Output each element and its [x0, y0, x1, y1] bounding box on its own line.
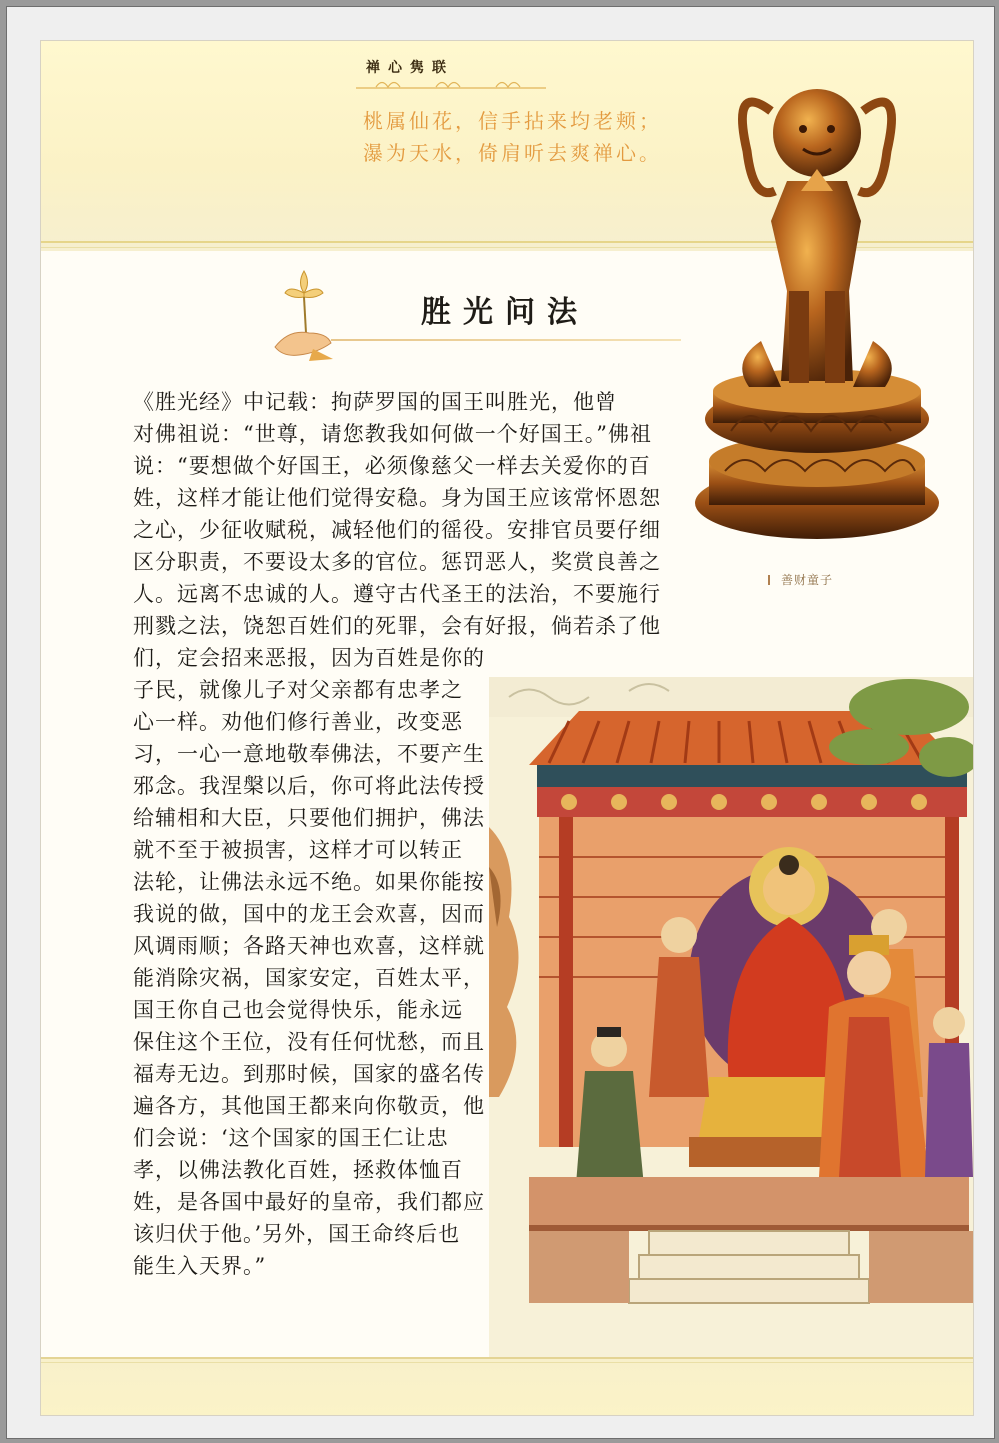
text-line: 孝，以佛法教化百姓，拯救体恤百: [133, 1158, 463, 1182]
couplet-line-2: 瀑为天水，倚肩听去爽禅心。: [363, 141, 662, 165]
text-line: 姓，这样才能让他们觉得安稳。身为国王应该常怀恩恕: [133, 486, 661, 510]
text-line: 法轮，让佛法永远不绝。如果你能按: [133, 870, 485, 894]
article-title: 胜光问法: [421, 295, 589, 330]
couplet-line-1: 桃属仙花，信手拈来均老颊；: [363, 109, 662, 133]
text-line: 心一样。劝他们修行善业，改变恶: [133, 710, 463, 734]
text-line: 就不至于被损害，这样才可以转正: [133, 838, 463, 862]
text-line: 遍各方，其他国王都来向你敬贡，他: [133, 1094, 485, 1118]
title-underline: [331, 339, 681, 341]
text-line: 之心，少征收赋税，减轻他们的徭役。安排官员要仔细: [133, 518, 661, 542]
statue-caption: [768, 571, 833, 588]
text-line: 区分职责，不要设太多的官位。惩罚恶人，奖赏良善之: [133, 550, 661, 574]
section-title: 禅心隽联: [366, 60, 454, 76]
text-line: 们，定会招来恶报，因为百姓是你的: [133, 646, 485, 670]
statue-caption-text: 善财童子: [781, 573, 834, 587]
text-line: 能消除灾祸，国家安定，百姓太平，: [133, 966, 485, 990]
text-line: 姓，是各国中最好的皇帝，我们都应: [133, 1190, 485, 1214]
caption-marker-icon: [768, 575, 775, 585]
text-line: 国王你自己也会觉得快乐，能永远: [133, 998, 463, 1022]
text-line: 刑戮之法，饶恕百姓们的死罪，会有好报，倘若杀了他: [133, 614, 661, 638]
lotus-hand-icon: [269, 263, 339, 363]
text-line: 人。远离不忠诚的人。遵守古代圣王的法治，不要施行: [133, 582, 661, 606]
text-line: 该归伏于他。’另外，国王命终后也: [133, 1222, 461, 1246]
text-line: 《胜光经》中记载：拘萨罗国的国王叫胜光，他曾: [133, 390, 617, 414]
text-line: 邪念。我涅槃以后，你可将此法传授: [133, 774, 485, 798]
text-line: 给辅相和大臣，只要他们拥护，佛法: [133, 806, 485, 830]
text-line: 习，一心一意地敬奉佛法，不要产生: [133, 742, 485, 766]
text-line: 对佛祖说：“世尊，请您教我如何做一个好国王。”佛祖: [133, 422, 652, 446]
text-line: 我说的做，国中的龙王会欢喜，因而: [133, 902, 485, 926]
text-line: 风调雨顺；各路天神也欢喜，这样就: [133, 934, 485, 958]
text-line: 能生入天界。”: [133, 1254, 267, 1278]
text-line: 们会说：‘这个国家的国王仁让忠: [133, 1126, 449, 1150]
book-page: [40, 40, 974, 1416]
text-line: 子民，就像儿子对父亲都有忠孝之: [133, 678, 463, 702]
lotus-ornament-icon: [356, 75, 546, 91]
statue-image: [691, 41, 943, 546]
buddha-painting-image: [489, 677, 973, 1415]
text-line: 保住这个王位，没有任何忧愁，而且: [133, 1030, 485, 1054]
text-line: 说：“要想做个好国王，必须像慈父一样去关爱你的百: [133, 454, 651, 478]
footer-band: [41, 1357, 973, 1415]
page-frame: [6, 6, 995, 1439]
text-line: 福寿无边。到那时候，国家的盛名传: [133, 1062, 485, 1086]
